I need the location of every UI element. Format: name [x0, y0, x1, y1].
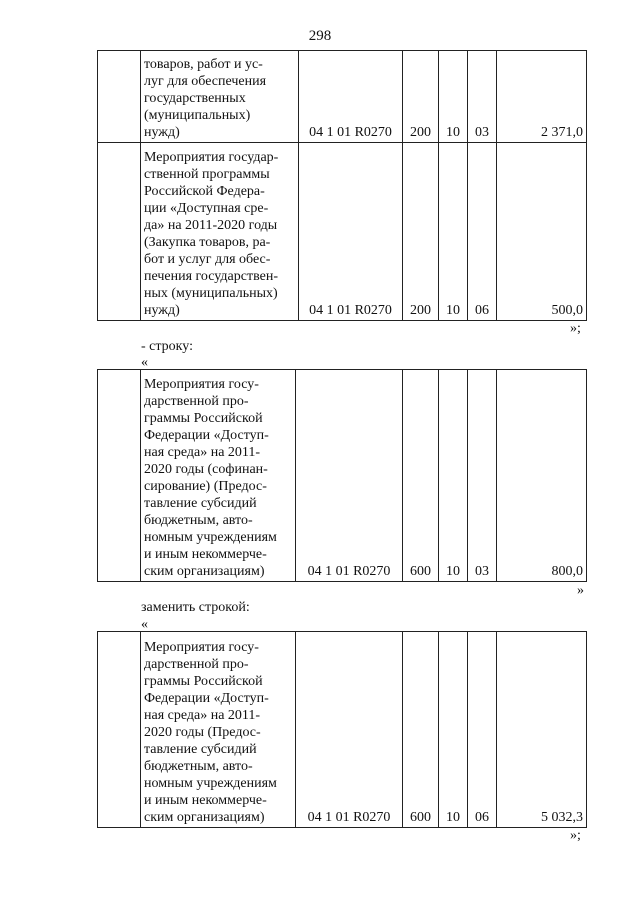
section-cell: 10	[439, 143, 468, 321]
target-code-cell: 04 1 01 R0270	[296, 370, 403, 582]
closing-quote-2: »	[577, 583, 584, 598]
item-name-cell: Мероприятия госу- дарственной про- граммы Российской Федерации «Доступ- ная среда» на 2011- 2020 годы (софинан- сирование) (Предос- тавление субсидий бюджетным, авто- номным учреждениям и иным некоммерче- ским организациям)	[141, 370, 296, 582]
expense-type-cell: 600	[403, 632, 439, 828]
row-number-cell	[98, 632, 141, 828]
item-name-cell: Мероприятия государ- ственной программы Российской Федера- ции «Доступная сре- да» на 2011-2020 годы (Закупка товаров, ра- бот и услуг для обес- печения государствен- ных (муниципальных) нужд)	[141, 143, 299, 321]
row-number-cell	[98, 370, 141, 582]
amount-cell: 800,0	[497, 370, 587, 582]
target-code-cell: 04 1 01 R0270	[296, 632, 403, 828]
section-cell: 10	[439, 370, 468, 582]
row-number-cell	[98, 51, 141, 143]
page-number: 298	[308, 28, 332, 44]
opening-quote-1: «	[141, 355, 148, 370]
item-name-cell: товаров, работ и ус- луг для обеспечения государственных (муниципальных) нужд)	[141, 51, 299, 143]
amount-cell: 5 032,3	[497, 632, 587, 828]
table-row	[98, 632, 587, 828]
budget-table-1	[97, 50, 587, 321]
expense-type-cell: 600	[403, 370, 439, 582]
section-cell: 10	[439, 51, 468, 143]
target-code-cell: 04 1 01 R0270	[299, 51, 403, 143]
amount-cell: 2 371,0	[497, 51, 587, 143]
subsection-cell: 03	[468, 51, 497, 143]
budget-table-2	[97, 369, 587, 582]
expense-type-cell: 200	[403, 51, 439, 143]
instruction-line-2: заменить строкой:	[141, 600, 250, 615]
amount-cell: 500,0	[497, 143, 587, 321]
target-code-cell: 04 1 01 R0270	[299, 143, 403, 321]
table-row	[98, 51, 587, 143]
closing-quote-1: »;	[570, 321, 581, 336]
subsection-cell: 06	[468, 632, 497, 828]
table-row	[98, 370, 587, 582]
section-cell: 10	[439, 632, 468, 828]
table-row	[98, 143, 587, 321]
item-name-cell: Мероприятия госу- дарственной про- граммы Российской Федерации «Доступ- ная среда» на 2011- 2020 годы (Предос- тавление субсидий бюджетным, авто- номным учреждениям и иным некоммерче- ским организациям)	[141, 632, 296, 828]
row-number-cell	[98, 143, 141, 321]
opening-quote-2: «	[141, 617, 148, 632]
subsection-cell: 03	[468, 370, 497, 582]
expense-type-cell: 200	[403, 143, 439, 321]
budget-table-3	[97, 631, 587, 828]
closing-quote-3: »;	[570, 828, 581, 843]
subsection-cell: 06	[468, 143, 497, 321]
instruction-line-1: - строку:	[141, 339, 193, 354]
